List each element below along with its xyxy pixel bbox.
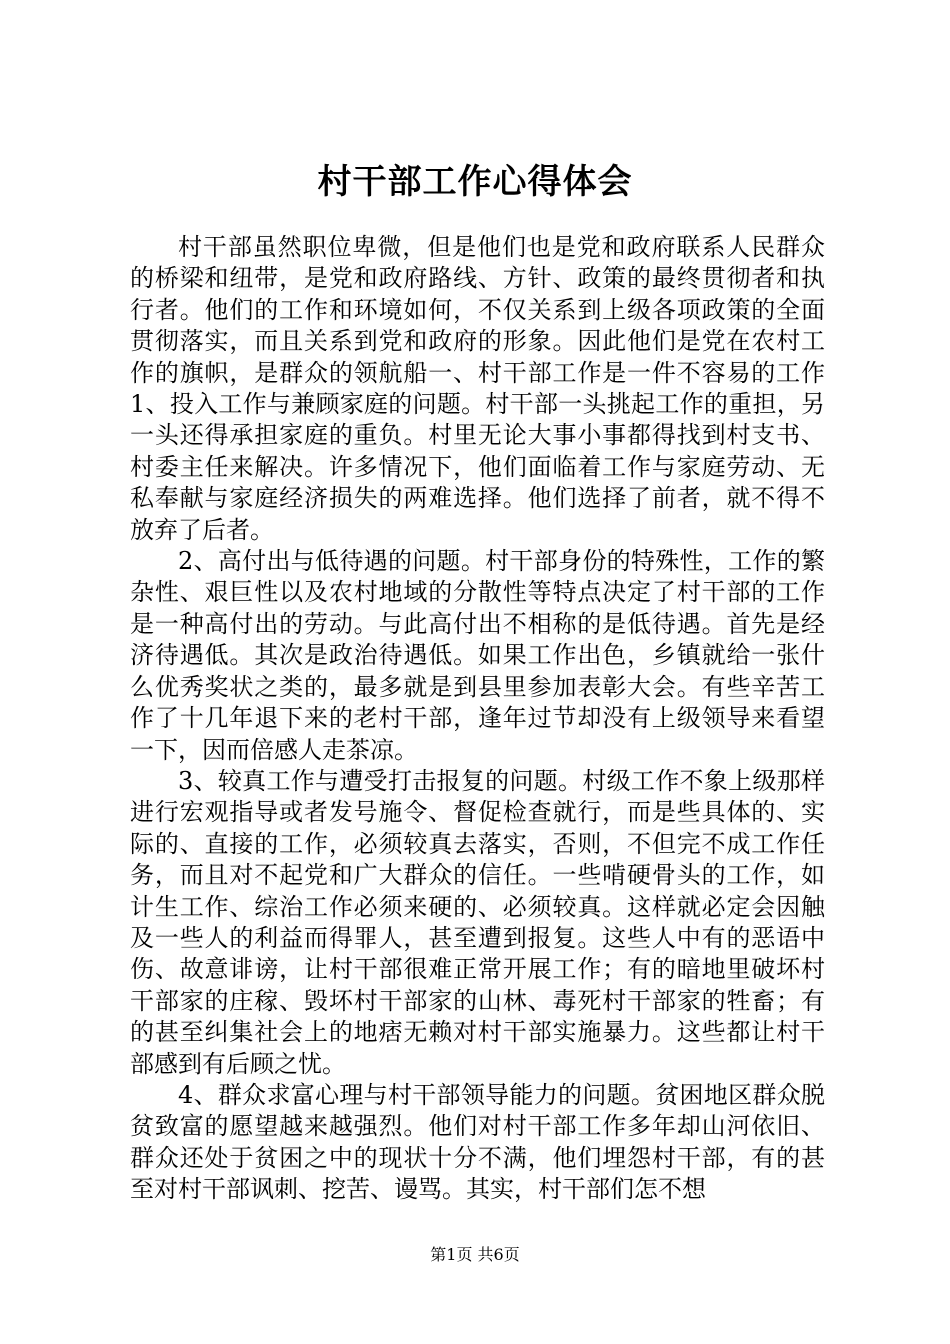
paragraph-1: 村干部虽然职位卑微，但是他们也是党和政府联系人民群众的桥梁和纽带，是党和政府路线、方针、政策的最终贯彻者和执行者。他们的工作和环境如何，不仅关系到上级各项政策的全面贯彻落实，而且关系到党和政府的形象。因此他们是党在农村工作的旗帜，是群众的领航船一、村干部工作是一件不容易的工作 1、投入工作与兼顾家庭的问题。村干部一头挑起工作的重担，另一头还得承担家庭的重负。村里无论大事小事都得找到村支书、村委主任来解决。许多情况下，他们面临着工作与家庭劳动、无私奉献与家庭经济损失的两难选择。他们选择了前者，就不得不放弃了后者。 xyxy=(130,233,825,544)
page-footer: 第1页 共6页 xyxy=(430,1245,520,1264)
paragraph-2: 2、高付出与低待遇的问题。村干部身份的特殊性，工作的繁杂性、艰巨性以及农村地域的分散性等特点决定了村干部的工作是一种高付出的劳动。与此高付出不相称的是低待遇。首先是经济待遇低。其次是政治待遇低。如果工作出色，乡镇就给一张什么优秀奖状之类的，最多就是到县里参加表彰大会。有些辛苦工作了十几年退下来的老村干部，逢年过节却没有上级领导来看望一下，因而倍感人走茶凉。 xyxy=(130,547,825,764)
paragraph-3: 3、较真工作与遭受打击报复的问题。村级工作不象上级那样进行宏观指导或者发号施令、督促检查就行，而是些具体的、实际的、直接的工作，必须较真去落实，否则，不但完不成工作任务，而且对不起党和广大群众的信任。一些啃硬骨头的工作，如计生工作、综治工作必须来硬的、必须较真。这样就必定会因触及一些人的利益而得罪人，甚至遭到报复。这些人中有的恶语中伤、故意诽谤，让村干部很难正常开展工作；有的暗地里破坏村干部家的庄稼、毁坏村干部家的山林、毒死村干部家的牲畜；有的甚至纠集社会上的地痞无赖对村干部实施暴力。这些都让村干部感到有后顾之忧。 xyxy=(130,766,825,1078)
paragraph-4: 4、群众求富心理与村干部领导能力的问题。贫困地区群众脱贫致富的愿望越来越强烈。他们对村干部工作多年却山河依旧、群众还处于贫困之中的现状十分不满，他们埋怨村干部，有的甚至对村干部讽刺、挖苦、谩骂。其实，村干部们怎不想 xyxy=(130,1080,825,1204)
document-body xyxy=(130,232,825,1206)
document-title: 村干部工作心得体会 xyxy=(317,162,633,202)
